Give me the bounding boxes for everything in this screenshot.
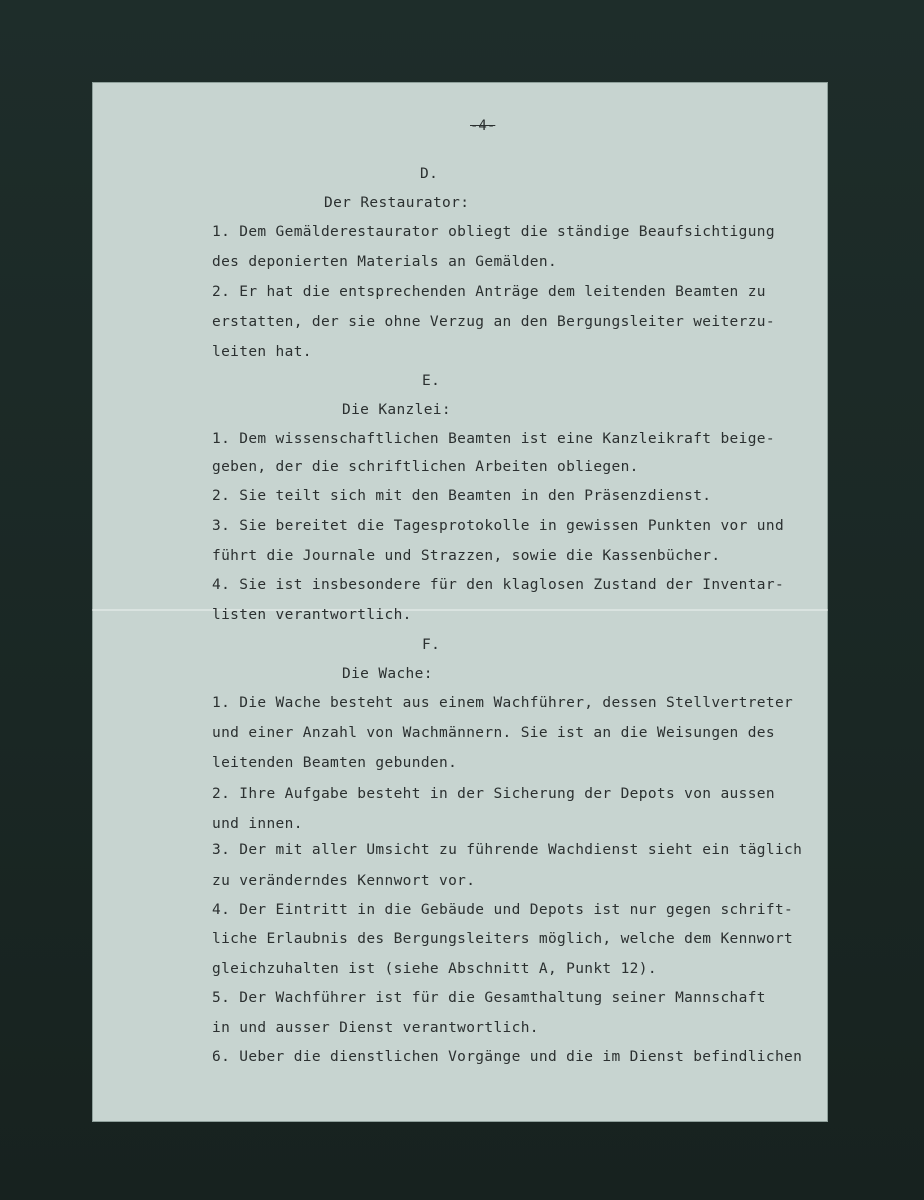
text-line: liche Erlaubnis des Bergungsleiters möglich, welche dem Kennwort — [212, 931, 794, 947]
section-heading-restaurator: Der Restaurator: — [324, 195, 470, 211]
text-line: 1. Die Wache besteht aus einem Wachführer, dessen Stellvertreter — [212, 695, 794, 711]
text-line: des deponierten Materials an Gemälden. — [212, 254, 558, 270]
text-line: 6. Ueber die dienstlichen Vorgänge und die im Dienst befindlichen — [212, 1049, 803, 1065]
text-line: 3. Der mit aller Umsicht zu führende Wachdienst sieht ein täglich — [212, 842, 803, 858]
text-line: 3. Sie bereitet die Tagesprotokolle in gewissen Punkten vor und — [212, 518, 785, 534]
text-line: 5. Der Wachführer ist für die Gesamthaltung seiner Mannschaft — [212, 990, 766, 1006]
section-letter-d: D. — [420, 166, 439, 182]
text-line: erstatten, der sie ohne Verzug an den Bergungsleiter weiterzu- — [212, 314, 775, 330]
text-line: 4. Der Eintritt in die Gebäude und Depots ist nur gegen schrift- — [212, 902, 794, 918]
text-line: führt die Journale und Strazzen, sowie die Kassenbücher. — [212, 548, 721, 564]
text-line: 2. Ihre Aufgabe besteht in der Sicherung der Depots von aussen — [212, 786, 775, 802]
page-number: -4- — [470, 118, 496, 134]
text-line: 1. Dem Gemälderestaurator obliegt die ständige Beaufsichtigung — [212, 224, 775, 240]
text-line: zu veränderndes Kennwort vor. — [212, 873, 476, 889]
text-line: 1. Dem wissenschaftlichen Beamten ist eine Kanzleikraft beige- — [212, 431, 775, 447]
section-letter-e: E. — [422, 373, 441, 389]
text-line: 2. Sie teilt sich mit den Beamten in den Präsenzdienst. — [212, 488, 712, 504]
text-line: 4. Sie ist insbesondere für den klaglosen Zustand der Inventar- — [212, 577, 785, 593]
section-letter-f: F. — [422, 637, 441, 653]
text-line: 2. Er hat die entsprechenden Anträge dem leitenden Beamten zu — [212, 284, 766, 300]
section-heading-kanzlei: Die Kanzlei: — [342, 402, 451, 418]
text-line: listen verantwortlich. — [212, 607, 412, 623]
text-line: geben, der die schriftlichen Arbeiten obliegen. — [212, 459, 639, 475]
text-line: und einer Anzahl von Wachmännern. Sie ist an die Weisungen des — [212, 725, 775, 741]
text-line: gleichzuhalten ist (siehe Abschnitt A, Punkt 12). — [212, 961, 657, 977]
text-line: in und ausser Dienst verantwortlich. — [212, 1020, 539, 1036]
text-line: leiten hat. — [212, 344, 312, 360]
text-line: leitenden Beamten gebunden. — [212, 755, 458, 771]
section-heading-wache: Die Wache: — [342, 666, 433, 682]
typewritten-page — [92, 82, 828, 1122]
text-line: und innen. — [212, 816, 303, 832]
paper-fold-line — [92, 609, 828, 611]
